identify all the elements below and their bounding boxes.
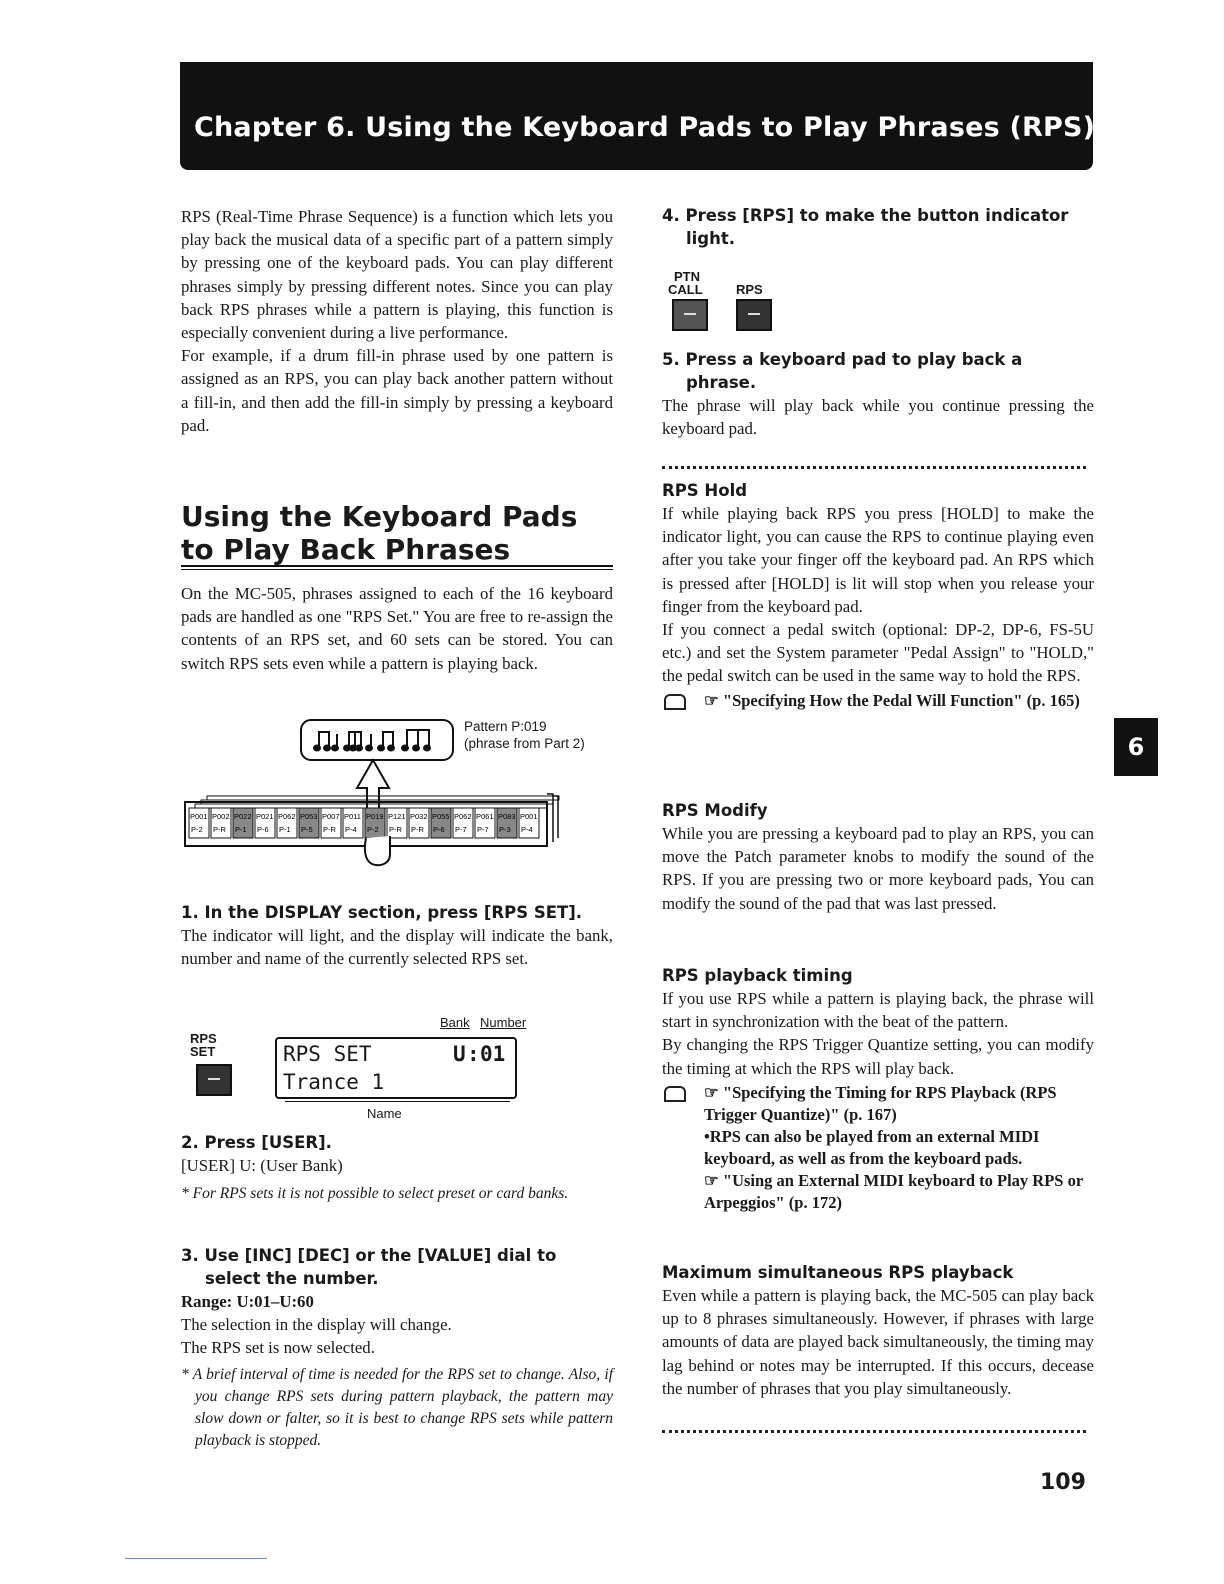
step-1-body: The indicator will light, and the display will indicate the bank, number and name of the currently selected RPS set. <box>181 926 613 969</box>
rps-modify-body: While you are pressing a keyboard pad to play an RPS, you can move the Patch parameter knobs to modify the sound of the RPS. If you are pressing two or more keyboard pads, You can modify the sound of the pad that was last pressed. <box>662 824 1094 913</box>
pad-pattern-label: P061 <box>476 812 494 821</box>
dotted-divider-bottom <box>662 1430 1086 1433</box>
pad-part-label: P-4 <box>345 825 357 834</box>
step-2-note: * For RPS sets it is not possible to select preset or card banks. <box>181 1185 569 1203</box>
intro-block <box>181 205 613 437</box>
pad-part-label: P-5 <box>301 825 313 834</box>
pad-pattern-label: P007 <box>322 812 340 821</box>
rps-modify-title: RPS Modify <box>662 801 768 820</box>
pad-part-label: P-R <box>411 825 424 834</box>
rps-timing-reference[interactable]: ☞ "Specifying the Timing for RPS Playback (RPS Trigger Quantize)" (p. 167) <box>704 1082 1057 1124</box>
pattern-label: Pattern P:019 <box>464 719 547 734</box>
step-1-title: 1. In the DISPLAY section, press [RPS SET]. <box>181 903 583 922</box>
rps-set-button[interactable] <box>196 1064 232 1096</box>
pad-pattern-label: P011 <box>344 812 361 821</box>
rps-hold-title: RPS Hold <box>662 481 748 500</box>
step-3-note: * A brief interval of time is needed for the RPS set to change. Also, if you change RPS sets during pattern playback, the pattern may slow down or falter, so it is best to change RPS sets while pattern playback is stopped. <box>181 1365 613 1449</box>
step-3-range: Range: U:01–U:60 <box>181 1292 314 1311</box>
rps-timing-block <box>662 965 1094 1214</box>
max-playback-block <box>662 1262 1094 1400</box>
step-3-block <box>181 1244 613 1452</box>
pad-part-label: P-2 <box>191 825 203 834</box>
rps-hold-reference[interactable]: ☞ "Specifying How the Pedal Will Function" (p. 165) <box>704 690 1080 710</box>
rps-modify-block <box>662 800 1094 915</box>
name-label: Name <box>367 1106 402 1121</box>
rps-set-label-2: SET <box>190 1044 216 1059</box>
pad-pattern-label: P001 <box>190 812 208 821</box>
step-5-title: 5. Press a keyboard pad to play back a phrase. <box>662 350 1023 392</box>
rps-hold-paragraph-2: If you connect a pedal switch (optional: DP-2, DP-6, FS-5U etc.) and set the System parameter "Pedal Assign" to "HOLD," the pedal switch can be used in the same way to hold the RPS. <box>662 620 1094 686</box>
pad-part-label: P-3 <box>499 825 511 834</box>
rps-timing-paragraph-1: If you use RPS while a pattern is playing back, the phrase will start in synchronization with the beat of the pattern. <box>662 989 1094 1032</box>
finger-icon <box>365 836 390 865</box>
step-3-title: 3. Use [INC] [DEC] or the [VALUE] dial to select the number. <box>181 1246 557 1288</box>
lcd-bank: U <box>453 1042 466 1066</box>
step-2-block <box>181 1132 613 1205</box>
pad-part-label: P-R <box>389 825 402 834</box>
pad-part-label: P-6 <box>257 825 269 834</box>
lcd-display: RPS SET U : 01 Trance 1 <box>275 1037 517 1099</box>
pad-part-label: P-1 <box>279 825 291 834</box>
step-2-body: [USER] U: (User Bank) <box>181 1156 343 1175</box>
rps-set-label-1: RPS <box>190 1031 217 1046</box>
step-2-title: 2. Press [USER]. <box>181 1133 332 1152</box>
step-3-body-1: The selection in the display will change. <box>181 1315 452 1335</box>
rps-timing-paragraph-2: By changing the RPS Trigger Quantize setting, you can modify the timing at which the RPS will play back. <box>662 1035 1094 1078</box>
pad-pattern-label: P019 <box>366 812 384 821</box>
number-label: Number <box>480 1015 527 1030</box>
ptn-label-1: PTN <box>674 269 700 284</box>
chapter-title: Chapter 6. Using the Keyboard Pads to Play Phrases (RPS) <box>194 112 1096 143</box>
step-1-block <box>181 902 613 970</box>
chapter-banner <box>180 62 1096 170</box>
chapter-tab: 6 <box>1114 718 1158 776</box>
intro-paragraph-1: RPS (Real-Time Phrase Sequence) is a function which lets you play back the musical data of a specific part of a pattern simply by pressing one of the keyboard pads. You can play different phrases simply by pressing different notes. Since you can play back RPS phrases while a pattern is playing, this function is especially convenient during a live performance. <box>181 207 613 343</box>
pad-pattern-label: P062 <box>454 812 472 821</box>
pad-pattern-label: P021 <box>256 812 274 821</box>
rps-button[interactable] <box>736 299 772 331</box>
ptn-label-2: CALL <box>668 282 703 297</box>
bank-label: Bank <box>440 1015 470 1030</box>
name-rule <box>285 1101 510 1102</box>
pad-pattern-label: P002 <box>212 812 230 821</box>
pad-part-label: P-R <box>323 825 336 834</box>
rps-pads-figure <box>181 712 613 884</box>
book-icon-2 <box>664 1086 686 1102</box>
pad-pattern-label: P121 <box>388 812 406 821</box>
step-5-block <box>662 348 1094 440</box>
phrase-label: (phrase from Part 2) <box>464 736 585 751</box>
section-body-block <box>181 582 613 675</box>
rps-hold-block <box>662 480 1094 712</box>
book-icon <box>664 694 686 710</box>
pad-pattern-label: P053 <box>300 812 318 821</box>
pad-part-label: P-2 <box>367 825 379 834</box>
step-5-body: The phrase will play back while you continue pressing the keyboard pad. <box>662 396 1094 439</box>
lcd-line-2: Trance 1 <box>283 1070 385 1094</box>
rps-timing-reference-2[interactable]: ☞ "Using an External MIDI keyboard to Play RPS or Arpeggios" (p. 172) <box>704 1170 1083 1212</box>
intro-paragraph-2: For example, if a drum fill-in phrase used by one pattern is assigned as an RPS, you can play back another pattern without a fill-in, and then add the fill-in simply by pressing a keyboard pad. <box>181 346 613 435</box>
pad-pattern-label: P083 <box>498 812 516 821</box>
rps-set-stack-layer <box>207 796 559 800</box>
page-number: 109 <box>1040 1470 1086 1495</box>
ptn-call-button[interactable] <box>672 299 708 331</box>
lcd-line-1: RPS SET <box>283 1042 372 1066</box>
section-body: On the MC-505, phrases assigned to each of the 16 keyboard pads are handled as one "RPS Set." You are free to re-assign the contents of an RPS set, and 60 sets can be stored. You can switch RPS sets even while a pattern is playing back. <box>181 584 613 673</box>
section-rule <box>181 565 613 567</box>
dotted-divider-top <box>662 466 1086 469</box>
rps-hold-paragraph-1: If while playing back RPS you press [HOLD] to make the indicator light, you can cause the RPS to continue playing even after you take your finger off the keyboard pad. An RPS which is pressed after [HOLD] is lit will stop when you release your finger from the keyboard pad. <box>662 504 1094 616</box>
lcd-number: 01 <box>480 1042 506 1066</box>
pad-part-label: P-1 <box>235 825 247 834</box>
max-playback-title: Maximum simultaneous RPS playback <box>662 1263 1014 1282</box>
rps-label: RPS <box>736 282 763 297</box>
section-rule-thin <box>181 569 613 570</box>
pad-pattern-label: P055 <box>432 812 450 821</box>
pad-pattern-label: P001 <box>520 812 538 821</box>
pad-pattern-label: P062 <box>278 812 296 821</box>
pad-part-label: P-7 <box>477 825 489 834</box>
max-playback-body: Even while a pattern is playing back, the MC-505 can play back up to 8 phrases simultaneously. However, if phrases with large amounts of data are played back simultaneously, the timing may lag behind or notes may be interrupted. If this occurs, decease the number of phrases that you play simultaneously. <box>662 1286 1094 1398</box>
pad-part-label: P-4 <box>521 825 533 834</box>
step-3-body-2: The RPS set is now selected. <box>181 1338 375 1358</box>
pad-part-label: P-R <box>213 825 226 834</box>
pad-part-label: P-6 <box>433 825 445 834</box>
pad-pattern-label: P022 <box>234 812 252 821</box>
rps-timing-title: RPS playback timing <box>662 966 853 985</box>
section-title: Using the Keyboard Pads to Play Back Phrases <box>181 500 578 566</box>
pad-part-label: P-7 <box>455 825 467 834</box>
step-4-title: 4. Press [RPS] to make the button indicator light. <box>662 206 1069 248</box>
step-4-block <box>662 204 1094 250</box>
rps-timing-bullet: •RPS can also be played from an external MIDI keyboard, as well as from the keyboard pads. <box>704 1126 1040 1168</box>
pad-pattern-label: P032 <box>410 812 428 821</box>
footer-line <box>125 1558 267 1559</box>
